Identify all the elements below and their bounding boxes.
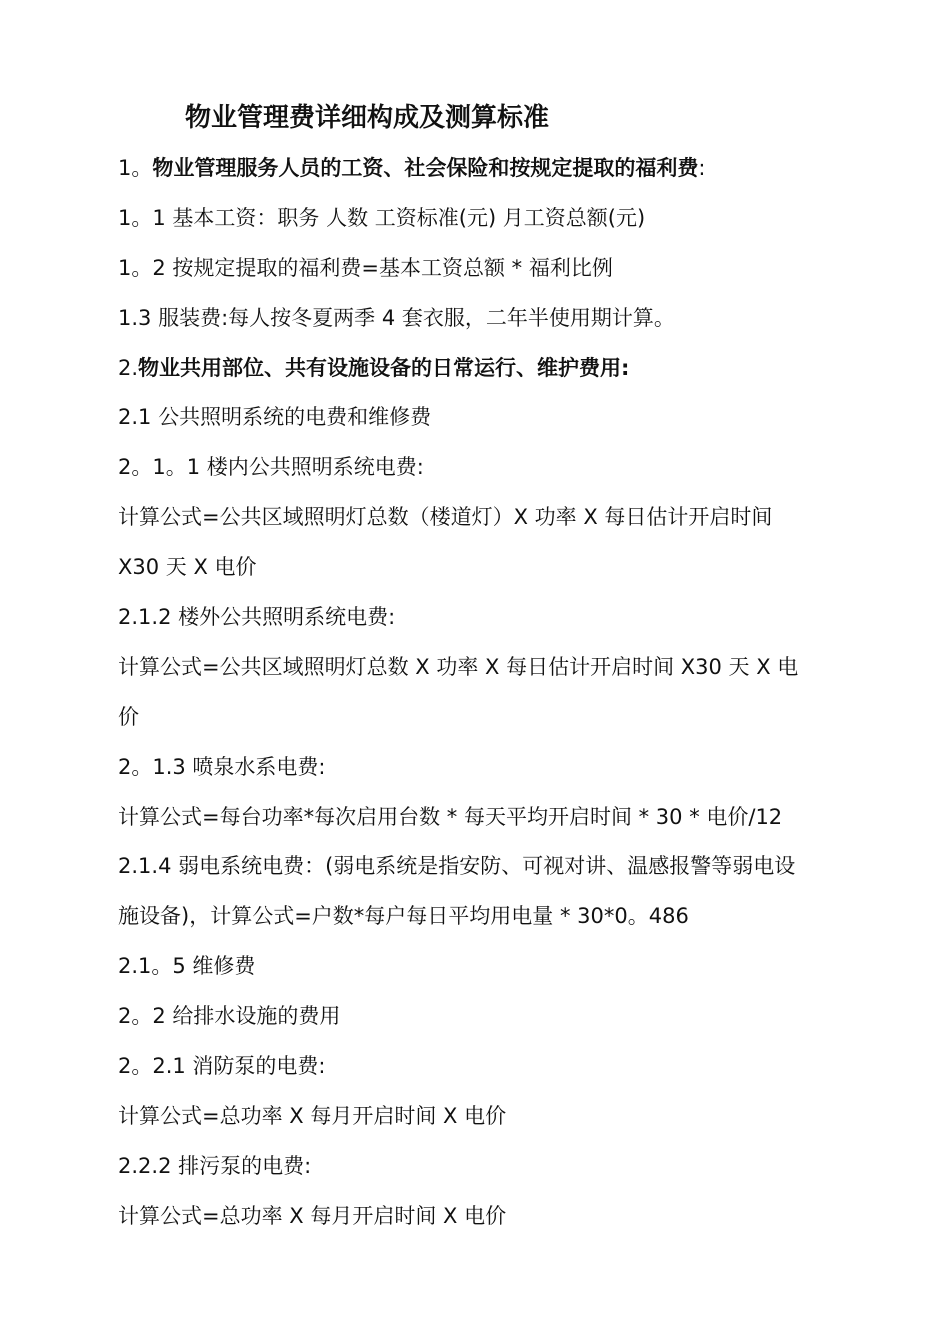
line-text: 1。2 按规定提取的福利费=基本工资总额 * 福利比例: [118, 255, 613, 280]
text-line: [118, 1147, 838, 1197]
line-text: 1。1 基本工资：职务 人数 工资标准(元) 月工资总额(元): [118, 205, 646, 230]
line-text: 计算公式=总功率 X 每月开启时间 X 电价: [118, 1203, 507, 1228]
line-text: :: [698, 156, 706, 180]
line-bold-text: 物业共用部位、共有设施设备的日常运行、维护费用:: [138, 355, 630, 380]
text-line: [118, 199, 838, 249]
text-line: [118, 897, 838, 947]
line-text: 2。1.3 喷泉水系电费:: [118, 754, 326, 779]
text-line: [118, 498, 838, 548]
line-text: 1.3 服装费:每人按冬夏两季 4 套衣服，二年半使用期计算。: [118, 305, 675, 330]
text-line: [118, 548, 838, 598]
line-text: 计算公式=每台功率*每次启用台数 * 每天平均开启时间 * 30 * 电价/12: [118, 804, 783, 829]
line-text: X30 天 X 电价: [118, 555, 257, 580]
line-prefix: 1。: [118, 156, 153, 180]
text-line: [118, 648, 838, 698]
text-line: [118, 947, 838, 997]
text-line: [118, 299, 838, 349]
line-text: 2.1.2 楼外公共照明系统电费:: [118, 605, 396, 630]
line-text: 计算公式=公共区域照明灯总数 X 功率 X 每日估计开启时间 X30 天 X 电: [118, 654, 799, 679]
text-line: [118, 149, 838, 199]
text-line: [118, 847, 838, 897]
line-text: 2.1。5 维修费: [118, 954, 256, 979]
text-line: [118, 798, 838, 848]
document-title: 物业管理费详细构成及测算标准: [185, 103, 550, 133]
line-bold-text: 物业管理服务人员的工资、社会保险和按规定提取的福利费: [152, 156, 699, 180]
line-text: 2。1。1 楼内公共照明系统电费:: [118, 455, 424, 480]
text-line: [118, 748, 838, 798]
line-text: 计算公式=总功率 X 每月开启时间 X 电价: [118, 1103, 507, 1128]
text-line: [118, 349, 838, 399]
text-line: [118, 698, 838, 748]
text-line: [118, 448, 838, 498]
line-text: 价: [118, 704, 139, 729]
line-prefix: 2.: [118, 355, 139, 380]
document-body: [118, 149, 838, 1247]
line-text: 2。2.1 消防泵的电费:: [118, 1054, 326, 1079]
text-line: [118, 598, 838, 648]
line-text: 2。2 给排水设施的费用: [118, 1004, 341, 1029]
text-line: [118, 1197, 838, 1247]
text-line: [118, 1097, 838, 1147]
line-text: 2.1 公共照明系统的电费和维修费: [118, 405, 432, 430]
line-text: 2.2.2 排污泵的电费:: [118, 1153, 312, 1178]
text-line: [118, 1047, 838, 1097]
line-text: 2.1.4 弱电系统电费：(弱电系统是指安防、可视对讲、温感报警等弱电设: [118, 854, 796, 879]
text-line: [118, 398, 838, 448]
text-line: [118, 997, 838, 1047]
text-line: [118, 249, 838, 299]
line-text: 施设备)，计算公式=户数*每户每日平均用电量 * 30*0。486: [118, 904, 689, 929]
line-text: 计算公式=公共区域照明灯总数（楼道灯）X 功率 X 每日估计开启时间: [118, 505, 773, 530]
